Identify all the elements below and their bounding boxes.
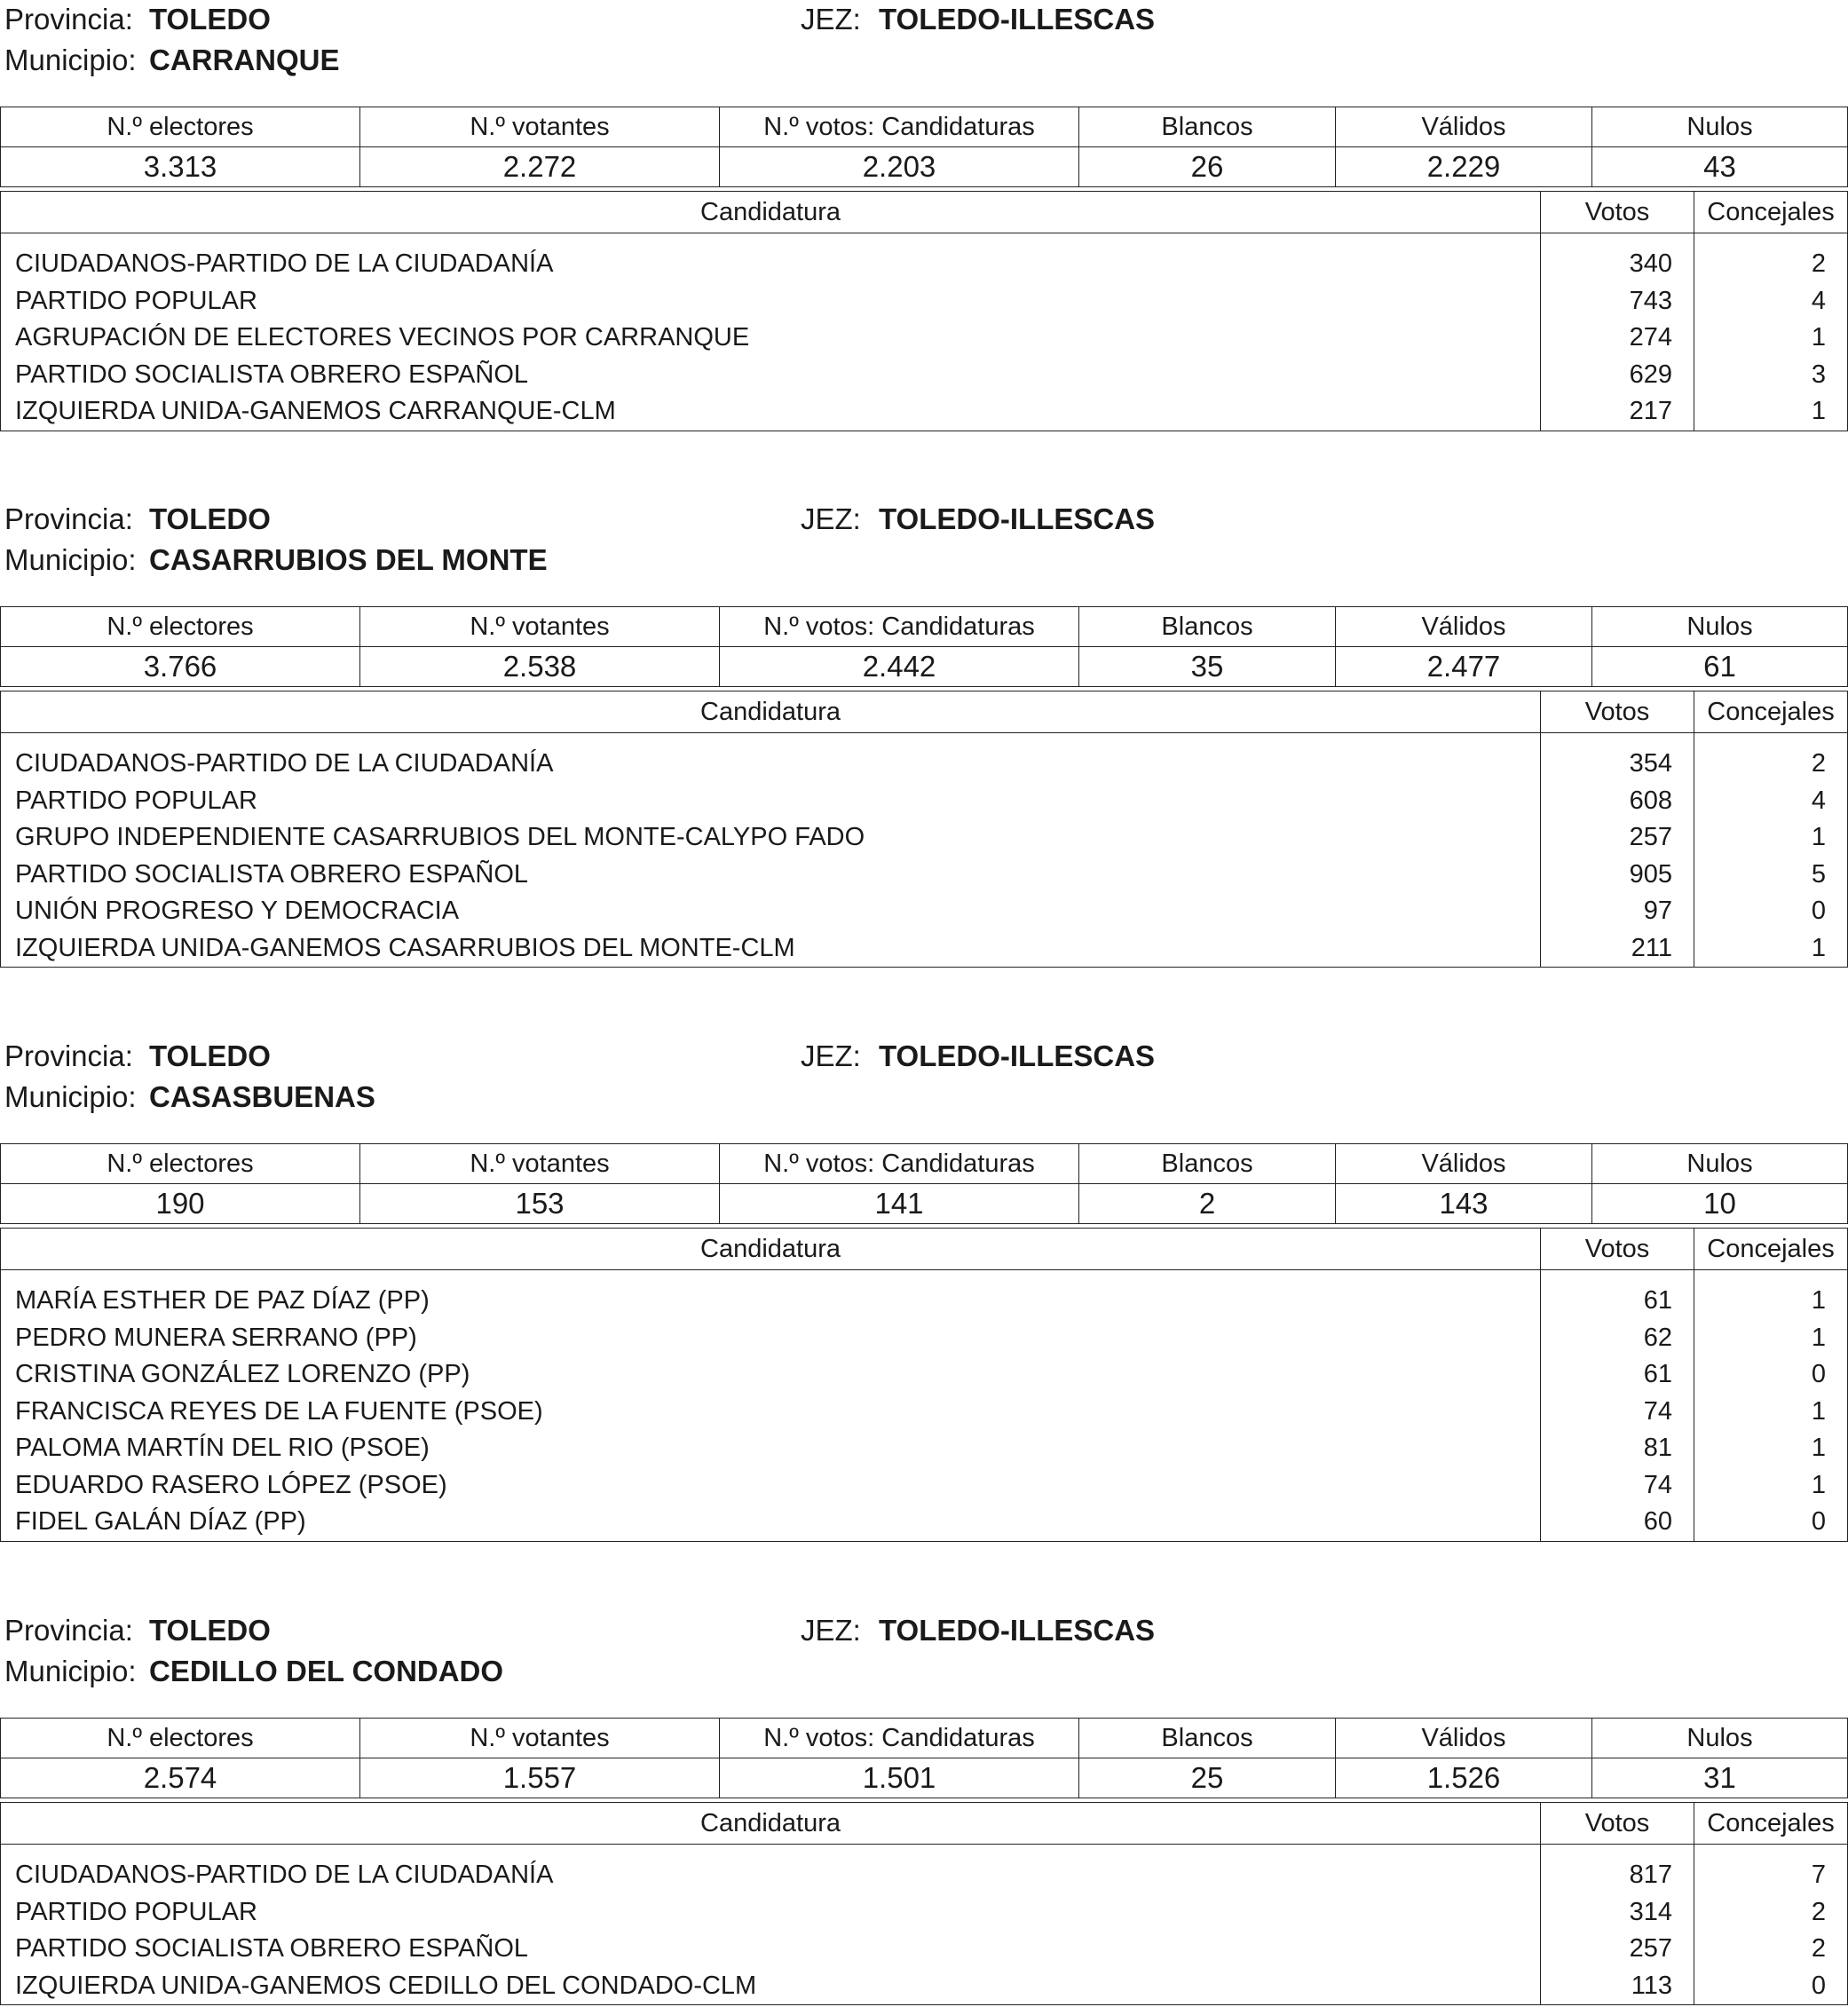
- candidate-row: [1, 930, 1848, 968]
- block-header: [0, 0, 1848, 107]
- stats-header-cell: N.º electores: [1, 1719, 360, 1758]
- table-spacer: [1, 1845, 1848, 1858]
- provincia-value: TOLEDO: [149, 1614, 271, 1647]
- candidate-votos: 817: [1541, 1857, 1694, 1894]
- votos-header: Votos: [1541, 1229, 1694, 1270]
- candidates-table: [0, 1802, 1848, 2005]
- candidates-table: [0, 691, 1848, 968]
- stats-value-cell: 31: [1592, 1758, 1848, 1798]
- spacer-cell: [1, 233, 1541, 247]
- candidate-name: GRUPO INDEPENDIENTE CASARRUBIOS DEL MONTE-CALYPO FADO: [1, 819, 1541, 857]
- candidate-row: [1, 746, 1848, 783]
- spacer-cell: [1694, 1845, 1848, 1858]
- spacer-cell: [1694, 733, 1848, 747]
- jez-value: TOLEDO-ILLESCAS: [879, 1614, 1156, 1647]
- stats-value-cell: 10: [1592, 1184, 1848, 1224]
- candidate-concejales: 7: [1694, 1857, 1848, 1894]
- stats-value-cell: 2: [1079, 1184, 1336, 1224]
- candidate-row: [1, 1857, 1848, 1894]
- block-header: [0, 1037, 1848, 1143]
- spacer-cell: [1694, 233, 1848, 247]
- stats-header-cell: N.º votantes: [360, 1144, 720, 1184]
- spacer-cell: [1, 1270, 1541, 1284]
- candidate-concejales: 1: [1694, 819, 1848, 857]
- candidate-row: [1, 1504, 1848, 1541]
- candidates-header-row: [1, 1229, 1848, 1270]
- candidate-name: PEDRO MUNERA SERRANO (PP): [1, 1320, 1541, 1357]
- candidate-votos: 74: [1541, 1394, 1694, 1431]
- stats-header-cell: N.º votantes: [360, 1719, 720, 1758]
- stats-value-cell: 25: [1079, 1758, 1336, 1798]
- candidate-row: [1, 393, 1848, 431]
- stats-header-cell: Válidos: [1336, 107, 1592, 147]
- stats-value-row: [1, 647, 1848, 687]
- stats-value-cell: 2.442: [720, 647, 1079, 687]
- candidates-header-row: [1, 1803, 1848, 1845]
- candidate-concejales: 2: [1694, 246, 1848, 283]
- candidate-name: AGRUPACIÓN DE ELECTORES VECINOS POR CARRANQUE: [1, 320, 1541, 357]
- provincia-value: TOLEDO: [149, 502, 271, 535]
- municipio-value: CASASBUENAS: [149, 1080, 375, 1113]
- stats-value-cell: 1.557: [360, 1758, 720, 1798]
- candidate-votos: 354: [1541, 746, 1694, 783]
- candidate-votos: 74: [1541, 1467, 1694, 1505]
- provincia-value: TOLEDO: [149, 3, 271, 36]
- stats-value-cell: 2.538: [360, 647, 720, 687]
- candidate-concejales: 5: [1694, 857, 1848, 894]
- candidate-votos: 60: [1541, 1504, 1694, 1541]
- candidate-concejales: 4: [1694, 283, 1848, 320]
- table-spacer: [1, 733, 1848, 747]
- candidate-votos: 314: [1541, 1894, 1694, 1932]
- candidate-concejales: 0: [1694, 1356, 1848, 1394]
- stats-header-row: [1, 107, 1848, 147]
- candidate-name: PARTIDO SOCIALISTA OBRERO ESPAÑOL: [1, 857, 1541, 894]
- candidate-votos: 608: [1541, 783, 1694, 820]
- candidate-name: IZQUIERDA UNIDA-GANEMOS CARRANQUE-CLM: [1, 393, 1541, 431]
- stats-header-row: [1, 1144, 1848, 1184]
- jez-value: TOLEDO-ILLESCAS: [879, 3, 1156, 36]
- stats-header-cell: Blancos: [1079, 607, 1336, 647]
- candidate-row: [1, 357, 1848, 394]
- stats-value-cell: 3.766: [1, 647, 360, 687]
- candidate-concejales: 1: [1694, 1283, 1848, 1320]
- candidate-concejales: 1: [1694, 930, 1848, 968]
- concejales-header: Concejales: [1694, 691, 1848, 733]
- candidate-name: PARTIDO POPULAR: [1, 283, 1541, 320]
- jez-label: JEZ:: [801, 1039, 861, 1072]
- candidate-row: [1, 1931, 1848, 1968]
- provincia-value: TOLEDO: [149, 1039, 271, 1072]
- block-header: [0, 500, 1848, 606]
- stats-header-cell: N.º votantes: [360, 107, 720, 147]
- candidate-votos: 629: [1541, 357, 1694, 394]
- municipio-value: CASARRUBIOS DEL MONTE: [149, 543, 548, 576]
- candidate-votos: 211: [1541, 930, 1694, 968]
- candidate-concejales: 2: [1694, 746, 1848, 783]
- candidatura-header: Candidatura: [1, 1803, 1541, 1845]
- municipality-block: [0, 0, 1848, 426]
- candidate-name: PARTIDO POPULAR: [1, 1894, 1541, 1932]
- stats-value-cell: 3.313: [1, 147, 360, 187]
- concejales-header: Concejales: [1694, 1803, 1848, 1845]
- provincia-label: Provincia:: [4, 502, 133, 535]
- municipio-label: Municipio:: [4, 1655, 137, 1687]
- candidate-row: [1, 320, 1848, 357]
- block-header: [0, 1611, 1848, 1718]
- municipio-label: Municipio:: [4, 543, 137, 576]
- stats-table: [0, 1718, 1848, 1798]
- candidate-name: UNIÓN PROGRESO Y DEMOCRACIA: [1, 893, 1541, 930]
- municipio-label: Municipio:: [4, 1080, 137, 1113]
- provincia-label: Provincia:: [4, 1614, 133, 1647]
- candidate-name: PARTIDO SOCIALISTA OBRERO ESPAÑOL: [1, 357, 1541, 394]
- candidates-header-row: [1, 192, 1848, 233]
- candidate-concejales: 1: [1694, 1430, 1848, 1467]
- candidate-votos: 274: [1541, 320, 1694, 357]
- candidate-name: PALOMA MARTÍN DEL RIO (PSOE): [1, 1430, 1541, 1467]
- candidate-votos: 217: [1541, 393, 1694, 431]
- candidate-row: [1, 1283, 1848, 1320]
- spacer-cell: [1, 733, 1541, 747]
- stats-value-cell: 190: [1, 1184, 360, 1224]
- candidate-votos: 61: [1541, 1283, 1694, 1320]
- stats-table: [0, 1143, 1848, 1224]
- candidate-votos: 257: [1541, 819, 1694, 857]
- spacer-cell: [1541, 233, 1694, 247]
- stats-value-cell: 1.501: [720, 1758, 1079, 1798]
- candidate-votos: 81: [1541, 1430, 1694, 1467]
- provincia-label: Provincia:: [4, 1039, 133, 1072]
- candidate-concejales: 1: [1694, 320, 1848, 357]
- stats-header-cell: Nulos: [1592, 107, 1848, 147]
- candidate-votos: 340: [1541, 246, 1694, 283]
- candidate-name: PARTIDO POPULAR: [1, 783, 1541, 820]
- stats-header-cell: N.º votos: Candidaturas: [720, 607, 1079, 647]
- candidate-row: [1, 1430, 1848, 1467]
- provincia-label: Provincia:: [4, 3, 133, 36]
- candidatura-header: Candidatura: [1, 691, 1541, 733]
- candidate-row: [1, 783, 1848, 820]
- candidate-votos: 743: [1541, 283, 1694, 320]
- candidate-row: [1, 819, 1848, 857]
- stats-header-row: [1, 607, 1848, 647]
- votos-header: Votos: [1541, 1803, 1694, 1845]
- stats-header-cell: Blancos: [1079, 1719, 1336, 1758]
- candidate-name: CIUDADANOS-PARTIDO DE LA CIUDADANÍA: [1, 246, 1541, 283]
- municipio-label: Municipio:: [4, 43, 137, 76]
- concejales-header: Concejales: [1694, 1229, 1848, 1270]
- votos-header: Votos: [1541, 691, 1694, 733]
- stats-value-cell: 2.574: [1, 1758, 360, 1798]
- candidate-concejales: 4: [1694, 783, 1848, 820]
- municipio-value: CEDILLO DEL CONDADO: [149, 1655, 504, 1687]
- stats-value-cell: 141: [720, 1184, 1079, 1224]
- stats-header-cell: Válidos: [1336, 607, 1592, 647]
- candidate-row: [1, 1320, 1848, 1357]
- stats-table: [0, 107, 1848, 187]
- candidate-name: IZQUIERDA UNIDA-GANEMOS CASARRUBIOS DEL MONTE-CLM: [1, 930, 1541, 968]
- candidate-name: CIUDADANOS-PARTIDO DE LA CIUDADANÍA: [1, 746, 1541, 783]
- jez-label: JEZ:: [801, 1614, 861, 1647]
- candidate-concejales: 1: [1694, 1394, 1848, 1431]
- candidate-name: CIUDADANOS-PARTIDO DE LA CIUDADANÍA: [1, 1857, 1541, 1894]
- candidate-name: CRISTINA GONZÁLEZ LORENZO (PP): [1, 1356, 1541, 1394]
- stats-value-cell: 2.203: [720, 147, 1079, 187]
- stats-header-cell: Nulos: [1592, 607, 1848, 647]
- candidate-name: MARÍA ESTHER DE PAZ DÍAZ (PP): [1, 1283, 1541, 1320]
- stats-value-row: [1, 1184, 1848, 1224]
- table-spacer: [1, 233, 1848, 247]
- candidatura-header: Candidatura: [1, 192, 1541, 233]
- candidate-row: [1, 1968, 1848, 2005]
- spacer-cell: [1541, 733, 1694, 747]
- concejales-header: Concejales: [1694, 192, 1848, 233]
- candidate-votos: 905: [1541, 857, 1694, 894]
- stats-value-cell: 2.229: [1336, 147, 1592, 187]
- stats-header-cell: N.º votos: Candidaturas: [720, 1144, 1079, 1184]
- candidate-row: [1, 893, 1848, 930]
- candidate-name: PARTIDO SOCIALISTA OBRERO ESPAÑOL: [1, 1931, 1541, 1968]
- stats-value-cell: 26: [1079, 147, 1336, 187]
- stats-header-cell: N.º electores: [1, 1144, 360, 1184]
- spacer-cell: [1694, 1270, 1848, 1284]
- candidate-row: [1, 1356, 1848, 1394]
- candidate-row: [1, 246, 1848, 283]
- candidate-row: [1, 1467, 1848, 1505]
- candidates-table: [0, 191, 1848, 431]
- municipality-block: [0, 1611, 1848, 2000]
- spacer-cell: [1541, 1270, 1694, 1284]
- spacer-cell: [1, 1845, 1541, 1858]
- candidate-votos: 62: [1541, 1320, 1694, 1357]
- spacer-cell: [1541, 1845, 1694, 1858]
- stats-header-row: [1, 1719, 1848, 1758]
- stats-header-cell: Válidos: [1336, 1719, 1592, 1758]
- candidate-name: IZQUIERDA UNIDA-GANEMOS CEDILLO DEL CONDADO-CLM: [1, 1968, 1541, 2005]
- municipio-value: CARRANQUE: [149, 43, 340, 76]
- stats-header-cell: Nulos: [1592, 1719, 1848, 1758]
- stats-value-row: [1, 1758, 1848, 1798]
- stats-header-cell: N.º votos: Candidaturas: [720, 107, 1079, 147]
- municipality-block: [0, 500, 1848, 962]
- candidates-header-row: [1, 691, 1848, 733]
- candidate-concejales: 0: [1694, 893, 1848, 930]
- stats-header-cell: N.º electores: [1, 107, 360, 147]
- stats-value-cell: 35: [1079, 647, 1336, 687]
- stats-value-cell: 2.272: [360, 147, 720, 187]
- candidate-concejales: 1: [1694, 393, 1848, 431]
- jez-value: TOLEDO-ILLESCAS: [879, 1039, 1156, 1072]
- candidate-row: [1, 1394, 1848, 1431]
- candidate-row: [1, 283, 1848, 320]
- candidatura-header: Candidatura: [1, 1229, 1541, 1270]
- stats-value-cell: 2.477: [1336, 647, 1592, 687]
- stats-value-row: [1, 147, 1848, 187]
- candidate-concejales: 1: [1694, 1320, 1848, 1357]
- candidate-concejales: 2: [1694, 1894, 1848, 1932]
- candidate-votos: 61: [1541, 1356, 1694, 1394]
- stats-header-cell: Válidos: [1336, 1144, 1592, 1184]
- candidate-row: [1, 1894, 1848, 1932]
- candidate-concejales: 0: [1694, 1968, 1848, 2005]
- candidates-table: [0, 1228, 1848, 1542]
- candidate-row: [1, 857, 1848, 894]
- stats-header-cell: Blancos: [1079, 1144, 1336, 1184]
- stats-header-cell: Nulos: [1592, 1144, 1848, 1184]
- stats-header-cell: N.º votantes: [360, 607, 720, 647]
- stats-value-cell: 61: [1592, 647, 1848, 687]
- stats-header-cell: N.º votos: Candidaturas: [720, 1719, 1079, 1758]
- candidate-concejales: 3: [1694, 357, 1848, 394]
- candidate-votos: 97: [1541, 893, 1694, 930]
- jez-value: TOLEDO-ILLESCAS: [879, 502, 1156, 535]
- candidate-name: EDUARDO RASERO LÓPEZ (PSOE): [1, 1467, 1541, 1505]
- stats-value-cell: 1.526: [1336, 1758, 1592, 1798]
- stats-header-cell: N.º electores: [1, 607, 360, 647]
- candidate-votos: 257: [1541, 1931, 1694, 1968]
- stats-value-cell: 143: [1336, 1184, 1592, 1224]
- table-spacer: [1, 1270, 1848, 1284]
- stats-table: [0, 606, 1848, 687]
- candidate-concejales: 1: [1694, 1467, 1848, 1505]
- candidate-name: FRANCISCA REYES DE LA FUENTE (PSOE): [1, 1394, 1541, 1431]
- stats-header-cell: Blancos: [1079, 107, 1336, 147]
- jez-label: JEZ:: [801, 502, 861, 535]
- candidate-concejales: 2: [1694, 1931, 1848, 1968]
- jez-label: JEZ:: [801, 3, 861, 36]
- votos-header: Votos: [1541, 192, 1694, 233]
- candidate-votos: 113: [1541, 1968, 1694, 2005]
- stats-value-cell: 153: [360, 1184, 720, 1224]
- candidate-concejales: 0: [1694, 1504, 1848, 1541]
- candidate-name: FIDEL GALÁN DÍAZ (PP): [1, 1504, 1541, 1541]
- municipality-block: [0, 1037, 1848, 1537]
- stats-value-cell: 43: [1592, 147, 1848, 187]
